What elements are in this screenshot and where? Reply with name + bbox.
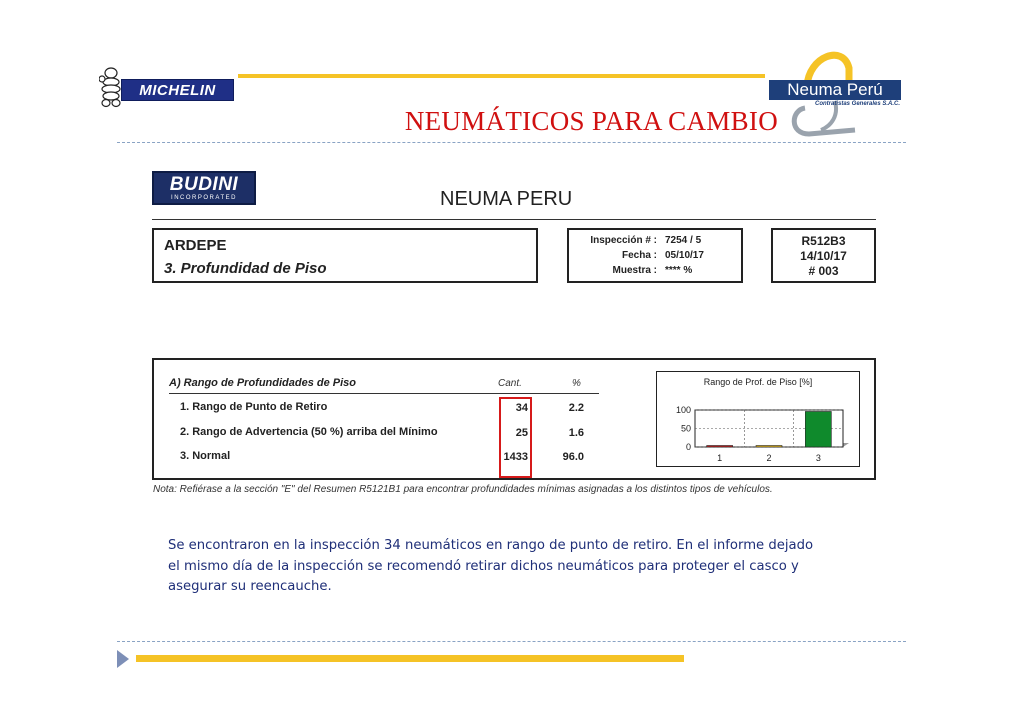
chart-bar: [707, 446, 733, 448]
table-row-label: 3. Normal: [180, 450, 231, 462]
column-header-cant: Cant.: [498, 378, 522, 389]
column-rule-cant: [494, 393, 534, 394]
budini-logo-name: BUDINI: [169, 174, 239, 195]
inspection-number-label: Inspección # :: [590, 235, 657, 246]
table-row-pct: 1.6: [568, 427, 584, 439]
depth-range-title-rule: [169, 393, 599, 394]
report-heading: NEUMA PERU: [440, 188, 573, 210]
report-note: Nota: Refiérase a la sección "E" del Resumen R5121B1 para encontrar profundidades mínimas asignadas a los distintos tipos de vehículos.: [153, 484, 773, 495]
depth-range-title: A) Rango de Profundidades de Piso: [169, 377, 357, 389]
depth-range-chart: [656, 371, 860, 467]
bottom-divider: [117, 641, 906, 642]
chart-bar: [756, 446, 782, 448]
column-rule-pct: [549, 393, 589, 394]
table-row-cant: 1433: [503, 451, 528, 463]
budini-logo-sub: INCORPORATED: [171, 195, 237, 201]
inspection-date-value: 05/10/17: [665, 250, 704, 261]
table-row-cant: 34: [515, 402, 528, 414]
budini-logo: [152, 171, 256, 205]
chart-bar: [805, 411, 831, 447]
chart-x-tick-label: 1: [717, 453, 723, 463]
chart-y-tick-label: 0: [685, 442, 691, 452]
column-header-pct: %: [572, 378, 581, 389]
summary-paragraph: Se encontraron en la inspección 34 neumáticos en rango de punto de retiro. En el informe dejado el mismo día de la inspección se recomendó retirar dichos neumáticos para proteger el casco y asegurar su reencauche.: [168, 538, 814, 594]
client-box: [152, 228, 538, 283]
inspection-sample-label: Muestra :: [612, 265, 657, 276]
chart-plot: [657, 372, 861, 468]
table-row-label: 1. Rango de Punto de Retiro: [180, 401, 328, 413]
chart-title: Rango de Prof. de Piso [%]: [703, 377, 813, 387]
client-name: ARDEPE: [164, 237, 227, 254]
inspection-sample-value: **** %: [665, 265, 693, 276]
report-code: R512B3: [801, 234, 846, 248]
top-divider: [117, 142, 906, 143]
neuma-peru-wordmark: Neuma Perú: [769, 80, 901, 100]
inspection-date-label: Fecha :: [621, 250, 657, 261]
report-section-name: 3. Profundidad de Piso: [164, 260, 327, 277]
neuma-peru-tagline: Contratistas Generales S.A.C.: [815, 101, 901, 107]
header-accent-bar: [238, 74, 765, 78]
footer-arrow-icon: [117, 650, 129, 668]
report-code-date: 14/10/17: [800, 249, 847, 263]
depth-range-box: [152, 358, 876, 480]
table-row-cant: 25: [515, 427, 528, 439]
chart-x-tick-label: 3: [815, 453, 821, 463]
report-code-number: # 003: [808, 264, 839, 278]
inspection-number-value: 7254 / 5: [665, 235, 702, 246]
michelin-logo: [99, 66, 235, 108]
cant-highlight-box: [499, 397, 532, 478]
table-row-pct: 96.0: [562, 451, 584, 463]
footer-accent-bar: [136, 655, 684, 662]
inspection-box: [567, 228, 743, 283]
chart-y-tick-label: 100: [675, 405, 691, 415]
slide-title: NEUMÁTICOS PARA CAMBIO: [404, 106, 778, 136]
neuma-peru-logo: [765, 46, 905, 138]
report-heading-rule: [152, 219, 876, 220]
table-row-label: 2. Rango de Advertencia (50 %) arriba del Mínimo: [180, 426, 438, 438]
table-row-pct: 2.2: [568, 402, 584, 414]
chart-x-tick-label: 2: [766, 453, 772, 463]
chart-y-tick-label: 50: [680, 423, 691, 434]
report-code-box: [771, 228, 876, 283]
michelin-wordmark: MICHELIN: [121, 79, 234, 101]
